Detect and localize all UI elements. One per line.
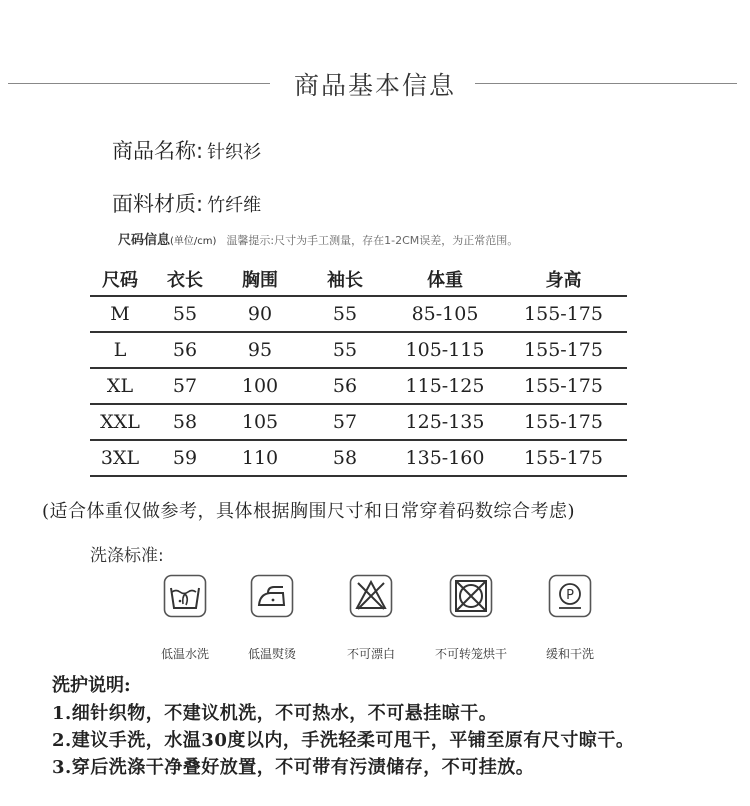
cell-height: 155-175 bbox=[500, 404, 627, 440]
care-title: 洗护说明: bbox=[52, 675, 131, 696]
col-height: 身高 bbox=[500, 263, 627, 296]
size-info-label: 尺码信息 bbox=[118, 233, 171, 248]
cell-sleeve: 57 bbox=[300, 404, 390, 440]
cell-sleeve: 55 bbox=[300, 296, 390, 332]
cell-size: M bbox=[90, 296, 150, 332]
cell-chest: 90 bbox=[220, 296, 300, 332]
product-name-row bbox=[112, 135, 261, 165]
cell-weight: 135-160 bbox=[390, 440, 500, 476]
table-row bbox=[90, 404, 627, 440]
cell-height: 155-175 bbox=[500, 440, 627, 476]
cell-length: 56 bbox=[150, 332, 220, 368]
fabric-value: 竹纤维 bbox=[207, 195, 262, 216]
cell-size: XL bbox=[90, 368, 150, 404]
col-length: 衣长 bbox=[150, 263, 220, 296]
cell-length: 58 bbox=[150, 404, 220, 440]
no-bleach-icon bbox=[349, 574, 393, 618]
svg-text:P: P bbox=[566, 588, 574, 603]
title-divider-right bbox=[475, 83, 737, 84]
cell-chest: 95 bbox=[220, 332, 300, 368]
wash-label-4: 不可转笼烘干 bbox=[434, 647, 507, 661]
cell-height: 155-175 bbox=[500, 368, 627, 404]
low-temp-wash-icon bbox=[163, 574, 207, 618]
cell-length: 59 bbox=[150, 440, 220, 476]
care-line-1: 1.细针织物，不建议机洗，不可热水，不可悬挂晾干。 bbox=[52, 703, 498, 724]
low-temp-iron-icon bbox=[250, 574, 294, 618]
gentle-dry-clean-icon bbox=[548, 574, 592, 618]
size-table bbox=[90, 263, 627, 477]
col-size: 尺码 bbox=[90, 263, 150, 296]
cell-chest: 110 bbox=[220, 440, 300, 476]
size-info-unit: (单位/cm) bbox=[170, 236, 217, 247]
fabric-row bbox=[112, 188, 261, 218]
product-name-label: 商品名称: bbox=[112, 139, 204, 163]
weight-note: (适合体重仅做参考，具体根据胸围尺寸和日常穿着码数综合考虑) bbox=[42, 501, 576, 522]
wash-title: 洗涤标准: bbox=[90, 546, 164, 566]
cell-height: 155-175 bbox=[500, 332, 627, 368]
cell-weight: 105-115 bbox=[390, 332, 500, 368]
wash-label-5: 缓和干洗 bbox=[545, 647, 594, 661]
care-line-2: 2.建议手洗，水温30度以内，手洗轻柔可甩干，平铺至原有尺寸晾干。 bbox=[52, 730, 635, 751]
table-row bbox=[90, 368, 627, 404]
page-title: 商品基本信息 bbox=[293, 71, 456, 100]
wash-label-3: 不可漂白 bbox=[346, 647, 395, 661]
cell-size: L bbox=[90, 332, 150, 368]
cell-length: 55 bbox=[150, 296, 220, 332]
cell-weight: 125-135 bbox=[390, 404, 500, 440]
col-weight: 体重 bbox=[390, 263, 500, 296]
cell-sleeve: 58 bbox=[300, 440, 390, 476]
table-row bbox=[90, 332, 627, 368]
cell-length: 57 bbox=[150, 368, 220, 404]
cell-weight: 115-125 bbox=[390, 368, 500, 404]
col-sleeve: 袖长 bbox=[300, 263, 390, 296]
table-row bbox=[90, 440, 627, 476]
wash-label-1: 低温水洗 bbox=[160, 647, 209, 661]
no-tumble-dry-icon bbox=[449, 574, 493, 618]
cell-weight: 85-105 bbox=[390, 296, 500, 332]
cell-height: 155-175 bbox=[500, 296, 627, 332]
col-chest: 胸围 bbox=[220, 263, 300, 296]
product-name-value: 针织衫 bbox=[207, 142, 262, 163]
cell-size: XXL bbox=[90, 404, 150, 440]
cell-chest: 105 bbox=[220, 404, 300, 440]
care-line-3: 3.穿后洗涤干净叠好放置，不可带有污渍储存，不可挂放。 bbox=[52, 757, 535, 778]
cell-size: 3XL bbox=[90, 440, 150, 476]
size-table-header bbox=[90, 263, 627, 296]
fabric-label: 面料材质: bbox=[112, 192, 204, 216]
wash-label-2: 低温熨烫 bbox=[247, 647, 296, 661]
table-row bbox=[90, 296, 627, 332]
size-info-tip: 温馨提示:尺寸为手工测量，存在1-2CM误差，为正常范围。 bbox=[226, 234, 519, 247]
cell-sleeve: 56 bbox=[300, 368, 390, 404]
cell-sleeve: 55 bbox=[300, 332, 390, 368]
size-info-header bbox=[118, 229, 518, 248]
cell-chest: 100 bbox=[220, 368, 300, 404]
